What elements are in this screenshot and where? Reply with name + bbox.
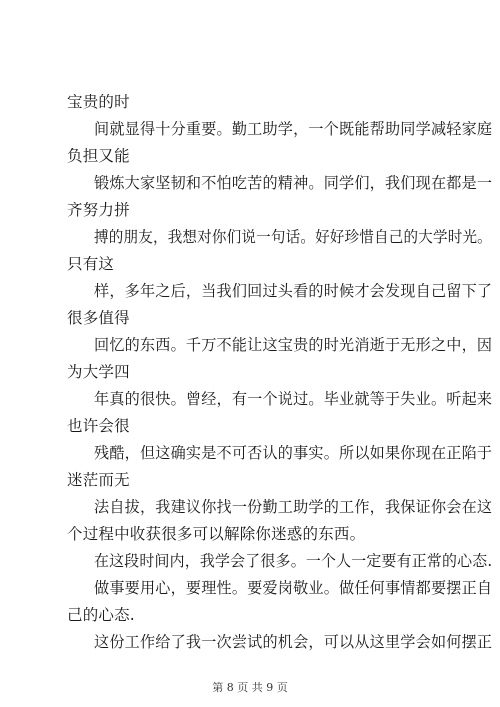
text-line: 齐努力拼 (67, 201, 130, 219)
text-line: 迷茫而无 (67, 471, 130, 489)
text-line: 搏的朋友，我想对你们说一句话。好好珍惜自己的大学时光。 (94, 228, 492, 246)
text-line: 很多值得 (67, 309, 130, 327)
page-number-footer: 第 8 页 共 9 页 (212, 681, 288, 694)
text-line: 锻炼大家坚韧和不怕吃苦的精神。同学们，我们现在都是一 (94, 174, 493, 192)
text-line: 宝贵的时 (67, 93, 130, 111)
text-line: 己的心态. (67, 606, 135, 624)
text-line: 个过程中收获很多可以解除你迷惑的东西。 (67, 525, 366, 543)
text-line: 为大学四 (67, 363, 130, 381)
text-line: 回忆的东西。千万不能让这宝贵的时光消逝于无形之中，因 (94, 336, 493, 354)
text-line: 只有这 (67, 255, 115, 273)
text-line: 法自拔，我建议你找一份勤工助学的工作，我保证你会在这 (94, 498, 493, 516)
text-line: 做事要用心，要理性。要爱岗敬业。做任何事情都要摆正自 (94, 579, 493, 597)
text-line: 负担又能 (67, 147, 130, 165)
text-line: 这份工作给了我一次尝试的机会，可以从这里学会如何摆正 (94, 633, 493, 651)
text-line: 间就显得十分重要。勤工助学，一个既能帮助同学减轻家庭 (94, 120, 493, 138)
text-line: 样，多年之后，当我们回过头看的时候才会发现自己留下了 (94, 282, 493, 300)
text-line: 也许会很 (67, 417, 130, 435)
text-line: 残酷，但这确实是不可否认的事实。所以如果你现在正陷于 (94, 444, 493, 462)
text-line: 年真的很快。曾经，有一个说过。毕业就等于失业。听起来 (94, 390, 493, 408)
text-line: 在这段时间内，我学会了很多。一个人一定要有正常的心态. (94, 552, 493, 570)
